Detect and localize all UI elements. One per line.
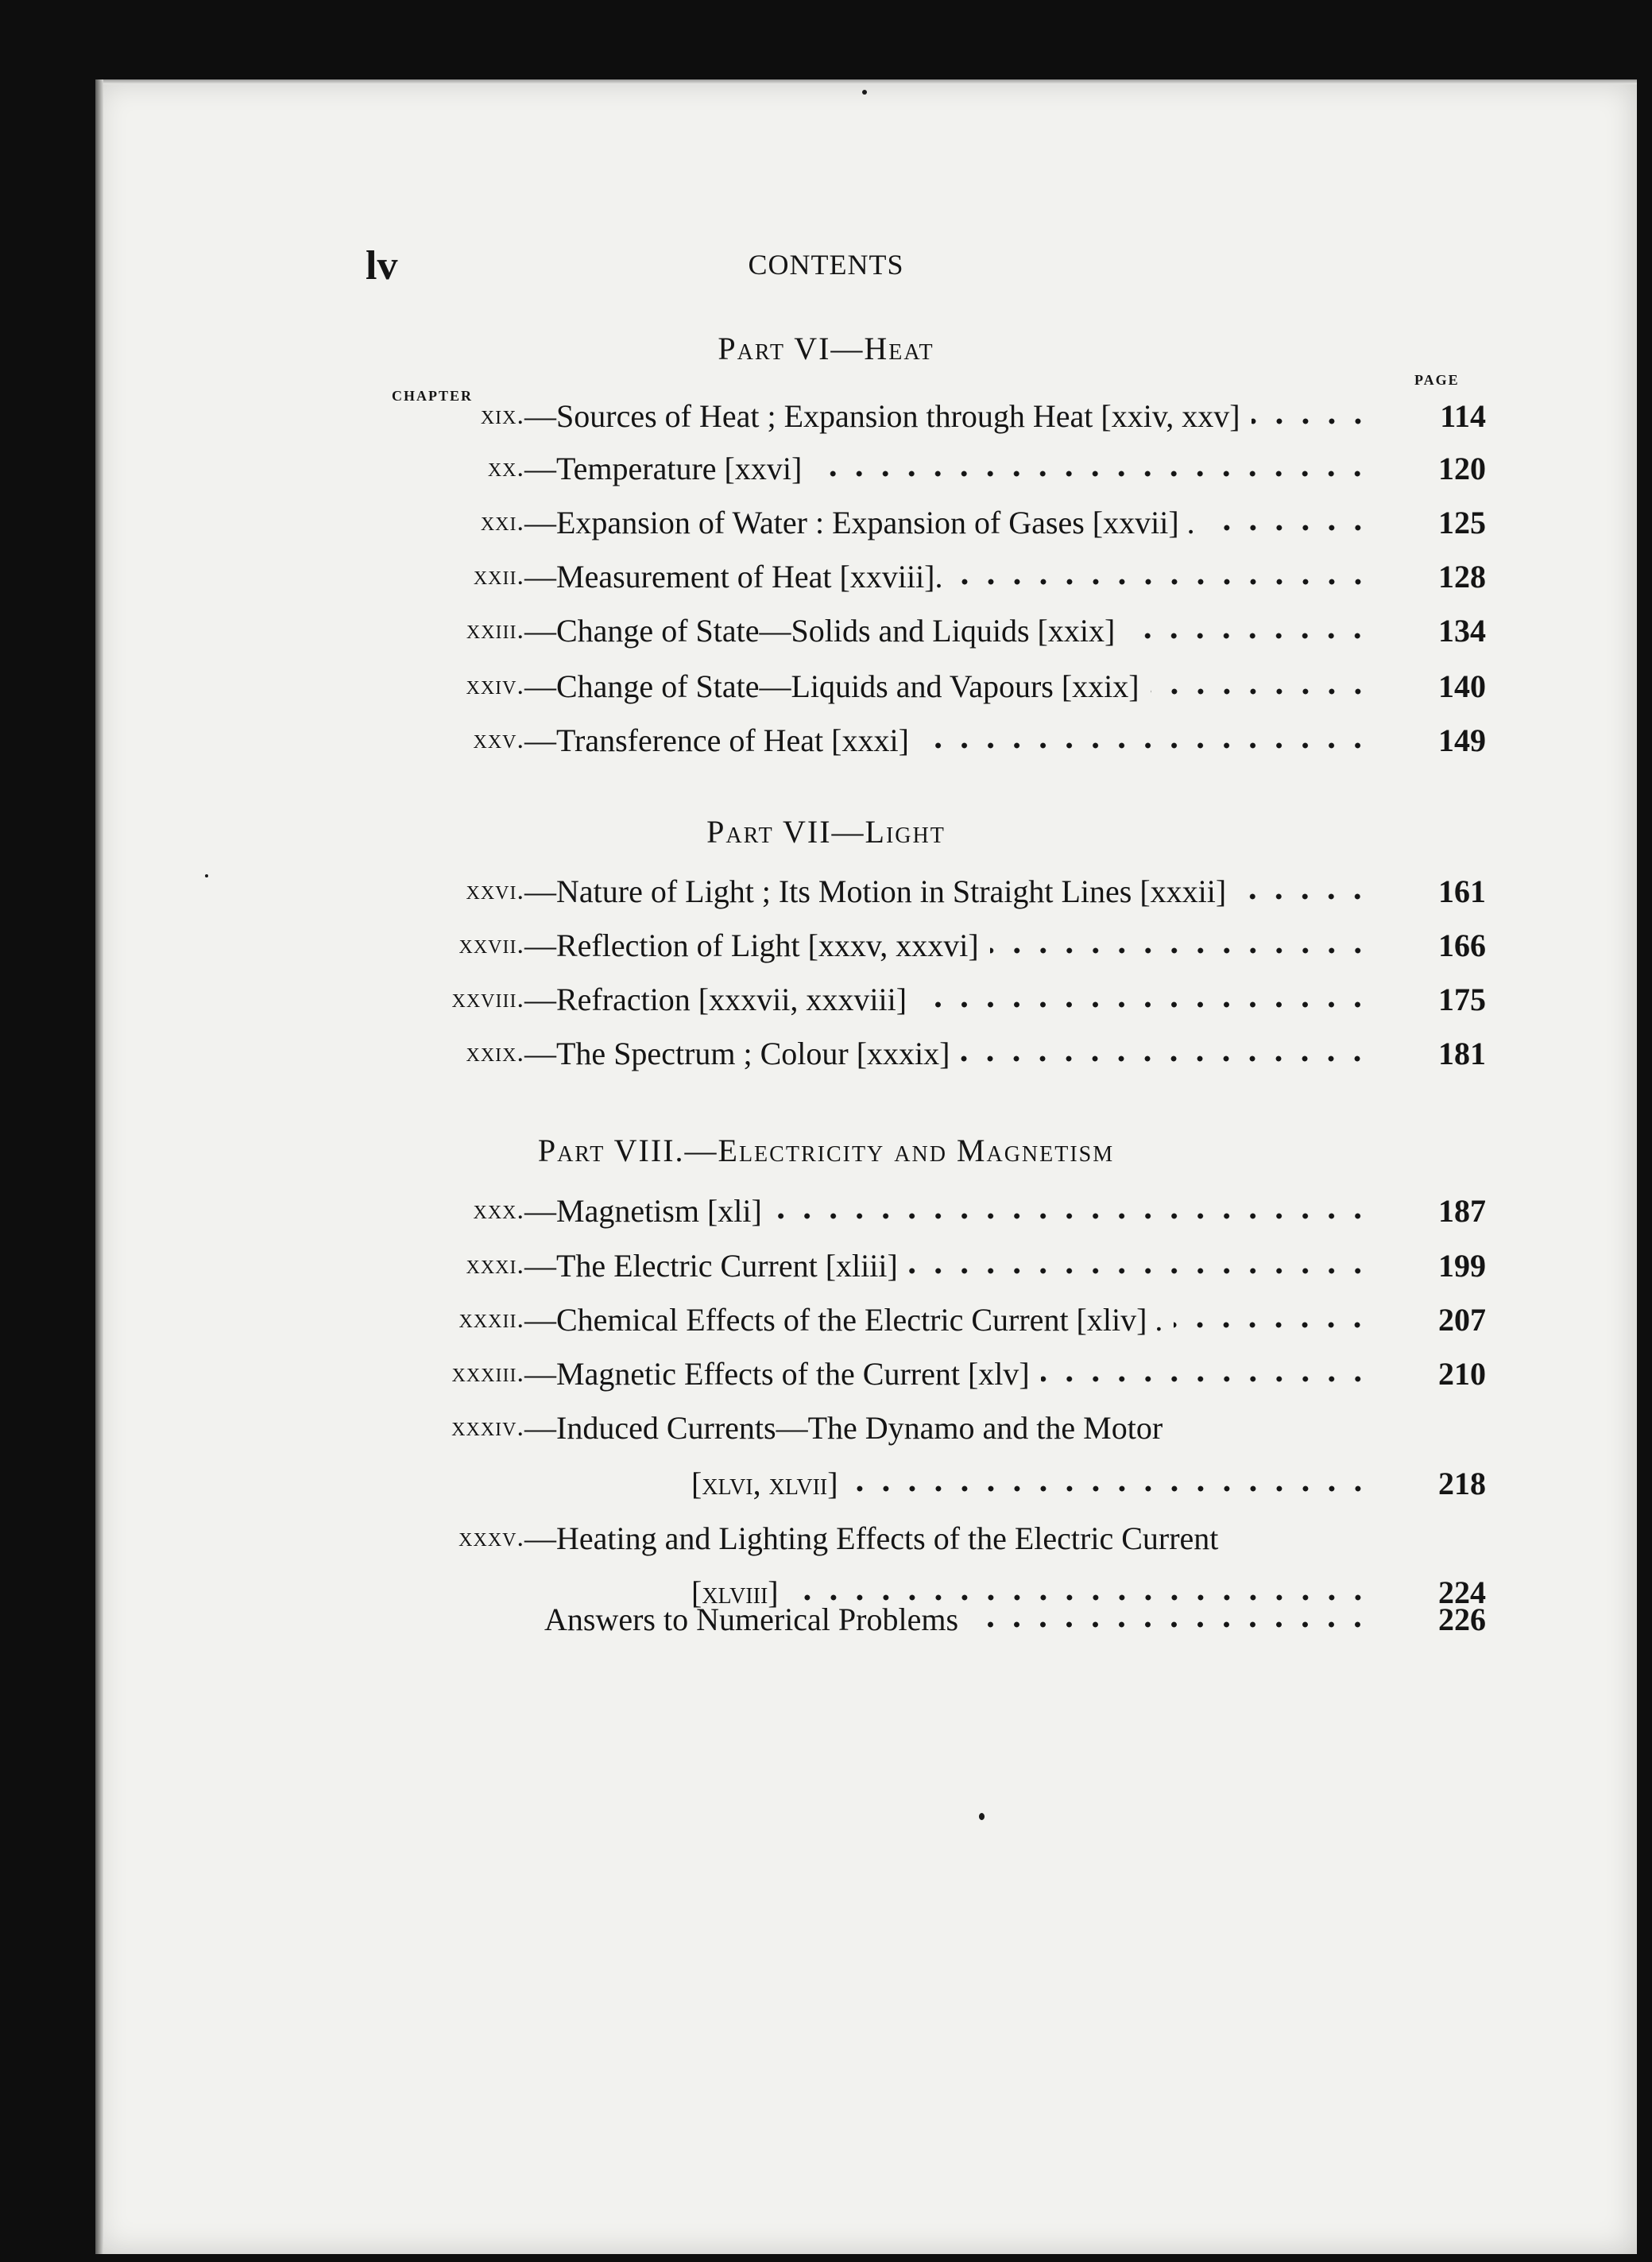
dot-leader	[1151, 688, 1371, 695]
chapter-number: xxii.	[473, 561, 524, 591]
contents-entry	[0, 397, 1652, 437]
page-number: 181	[1438, 1036, 1486, 1071]
page-number: 134	[1438, 613, 1486, 649]
dot-leader	[1237, 893, 1371, 900]
chapter-number: xxiii.	[466, 615, 524, 645]
chapter-title: —Change of State—Solids and Liquids [xxix]	[524, 613, 1116, 649]
chapter-title: —Induced Currents—The Dynamo and the Motor	[524, 1410, 1163, 1446]
chapter-title: —Sources of Heat ; Expansion through Heat [xxiv, xxv]	[524, 398, 1240, 434]
page-label: PAGE	[1414, 372, 1460, 388]
dot-leader	[1252, 418, 1371, 424]
chapter-number: xxxv.	[458, 1523, 524, 1552]
contents-entry	[0, 450, 1652, 490]
page-number: 114	[1440, 398, 1486, 434]
chapter-number: xxviii.	[451, 984, 524, 1013]
chapter-number: xxxi.	[466, 1250, 524, 1280]
chapter-title: —Chemical Effects of the Electric Current [xliv] .	[524, 1302, 1163, 1338]
dot-leader	[961, 1055, 1371, 1062]
contents-entry-continuation	[0, 1465, 1652, 1505]
folio: lv	[366, 243, 398, 289]
page-number: 161	[1438, 873, 1486, 909]
chapter-title: —Nature of Light ; Its Motion in Straight Lines [xxxii]	[524, 873, 1227, 909]
page-number: 149	[1438, 722, 1486, 758]
chapter-number: xxv.	[473, 725, 524, 754]
page-number: 166	[1438, 928, 1486, 963]
page-number: 224	[1438, 1574, 1486, 1610]
contents-entry	[0, 1035, 1652, 1075]
contents-entry	[0, 927, 1652, 966]
page-number: 120	[1438, 451, 1486, 486]
scan-speck	[205, 874, 208, 877]
contents-entry	[0, 1355, 1652, 1395]
contents-entry	[0, 981, 1652, 1021]
page-number: 226	[1438, 1602, 1486, 1637]
page-number: 125	[1438, 505, 1486, 540]
contents-entry	[0, 1247, 1652, 1287]
dot-leader	[909, 1268, 1371, 1274]
chapter-number: xxx.	[473, 1195, 524, 1225]
dot-leader	[1126, 633, 1371, 639]
page-number: 140	[1438, 668, 1486, 704]
dot-leader	[773, 1213, 1371, 1219]
page-number: 187	[1438, 1193, 1486, 1229]
chapter-title: Answers to Numerical Problems	[544, 1602, 959, 1637]
dot-leader	[1206, 525, 1371, 531]
contents-entry	[0, 612, 1652, 652]
dot-leader	[969, 1621, 1371, 1628]
chapter-title: —The Electric Current [xliii]	[524, 1248, 898, 1284]
chapter-label: CHAPTER	[392, 388, 474, 404]
chapter-number: xxxii.	[458, 1304, 524, 1334]
page-number: 207	[1438, 1302, 1486, 1338]
chapter-number: xxvi.	[466, 876, 524, 905]
chapter-number: xx.	[487, 453, 524, 482]
chapter-number: xxi.	[480, 507, 524, 536]
scan-speck	[862, 90, 867, 95]
running-head: CONTENTS	[748, 249, 904, 281]
dot-leader	[790, 1594, 1371, 1601]
page-number: 128	[1438, 559, 1486, 595]
chapter-title: —Measurement of Heat [xxviii].	[524, 559, 943, 595]
chapter-number: xxix.	[466, 1038, 524, 1067]
dot-leader	[1174, 1322, 1371, 1328]
chapter-title-continuation: [xlviii]	[691, 1574, 779, 1610]
contents-entry	[0, 558, 1652, 598]
scan-speck	[979, 1813, 985, 1820]
chapter-title: —Magnetic Effects of the Current [xlv]	[524, 1356, 1030, 1392]
chapter-title: —The Spectrum ; Colour [xxxix]	[524, 1036, 950, 1071]
chapter-title: —Expansion of Water : Expansion of Gases [xxvii] .	[524, 505, 1195, 540]
chapter-number: xxxiii.	[451, 1358, 524, 1388]
dot-leader	[849, 1485, 1371, 1492]
contents-entry	[0, 722, 1652, 761]
page-number: 199	[1438, 1248, 1486, 1284]
contents-entry	[0, 1409, 1652, 1449]
chapter-number: xix.	[480, 401, 524, 430]
chapter-title: —Temperature [xxvi]	[524, 451, 803, 486]
dot-leader	[918, 1001, 1371, 1008]
contents-entry	[0, 668, 1652, 707]
chapter-title: —Refraction [xxxvii, xxxviii]	[524, 982, 907, 1017]
dot-leader	[954, 579, 1371, 585]
dot-leader	[1041, 1376, 1371, 1382]
page-number: 218	[1438, 1466, 1486, 1501]
contents-entry	[0, 873, 1652, 912]
chapter-number: xxxiv.	[451, 1412, 524, 1442]
dot-leader	[813, 471, 1371, 477]
part-heading: Part VI—Heat	[718, 331, 934, 366]
contents-entry	[0, 1520, 1652, 1559]
part-heading: Part VII—Light	[706, 814, 946, 850]
chapter-title-continuation: [xlvi, xlvii]	[691, 1466, 838, 1501]
chapter-title: —Reflection of Light [xxxv, xxxvi]	[524, 928, 979, 963]
page-number: 175	[1438, 982, 1486, 1017]
chapter-title: —Heating and Lighting Effects of the Electric Current	[524, 1520, 1219, 1556]
chapter-title: —Transference of Heat [xxxi]	[524, 722, 909, 758]
chapter-title: —Magnetism [xli]	[524, 1193, 762, 1229]
page-number: 210	[1438, 1356, 1486, 1392]
dot-leader	[990, 947, 1371, 954]
part-heading: Part VIII.—Electricity and Magnetism	[537, 1133, 1115, 1168]
contents-entry	[0, 1601, 1652, 1640]
chapter-title: —Change of State—Liquids and Vapours [xxix]	[524, 668, 1139, 704]
page-top-edge	[95, 79, 1637, 84]
chapter-number: xxiv.	[466, 671, 524, 700]
contents-entry	[0, 1192, 1652, 1232]
contents-entry	[0, 504, 1652, 544]
dot-leader	[920, 742, 1371, 749]
contents-entry	[0, 1301, 1652, 1341]
chapter-number: xxvii.	[458, 930, 524, 959]
